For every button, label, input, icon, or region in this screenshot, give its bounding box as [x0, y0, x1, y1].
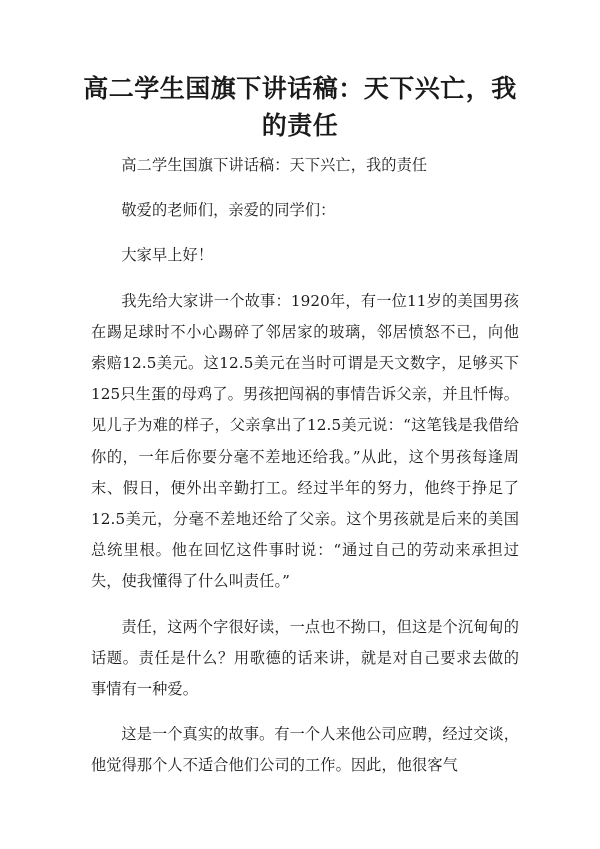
- document-title: 高二学生国旗下讲话稿：天下兴亡，我的责任: [83, 74, 517, 140]
- second-story-paragraph: 这是一个真实的故事。有一个人来他公司应聘，经过交谈，他觉得那个人不适合他们公司的工作。因此，他很客气: [91, 725, 519, 775]
- responsibility-paragraph: 责任，这两个字很好读，一点也不拗口，但这是个沉甸甸的话题。责任是什么？用歌德的话来讲，就是对自己要求去做的事情有一种爱。: [91, 617, 519, 699]
- document-body: [91, 150, 519, 796]
- salutation-paragraph: 敬爱的老师们，亲爱的同学们：: [121, 201, 336, 220]
- story-paragraph: 我先给大家讲一个故事：1920年，有一位11岁的美国男孩在踢足球时不小心踢碎了邻居家的玻璃，邻居愤怒不已，向他索赔12.5美元。这12.5美元在当时可谓是天文数字，足够买下125只生蛋的母鸡了。男孩把闯祸的事情告诉父亲，并且忏悔。见儿子为难的样子，父亲拿出了12.5美元说：“这笔钱是我借给你的，一年后你要分毫不差地还给我。”从此，这个男孩每逢周末、假日，便外出辛勤打工。经过半年的努力，他终于挣足了12.5美元，分毫不差地还给了父亲。这个男孩就是后来的美国总统里根。他在回忆这件事时说：“通过自己的劳动来承担过失，使我懂得了什么叫责任。”: [91, 291, 519, 591]
- greeting-paragraph: 大家早上好！: [121, 246, 214, 265]
- subtitle-paragraph: 高二学生国旗下讲话稿：天下兴亡，我的责任: [121, 156, 428, 174]
